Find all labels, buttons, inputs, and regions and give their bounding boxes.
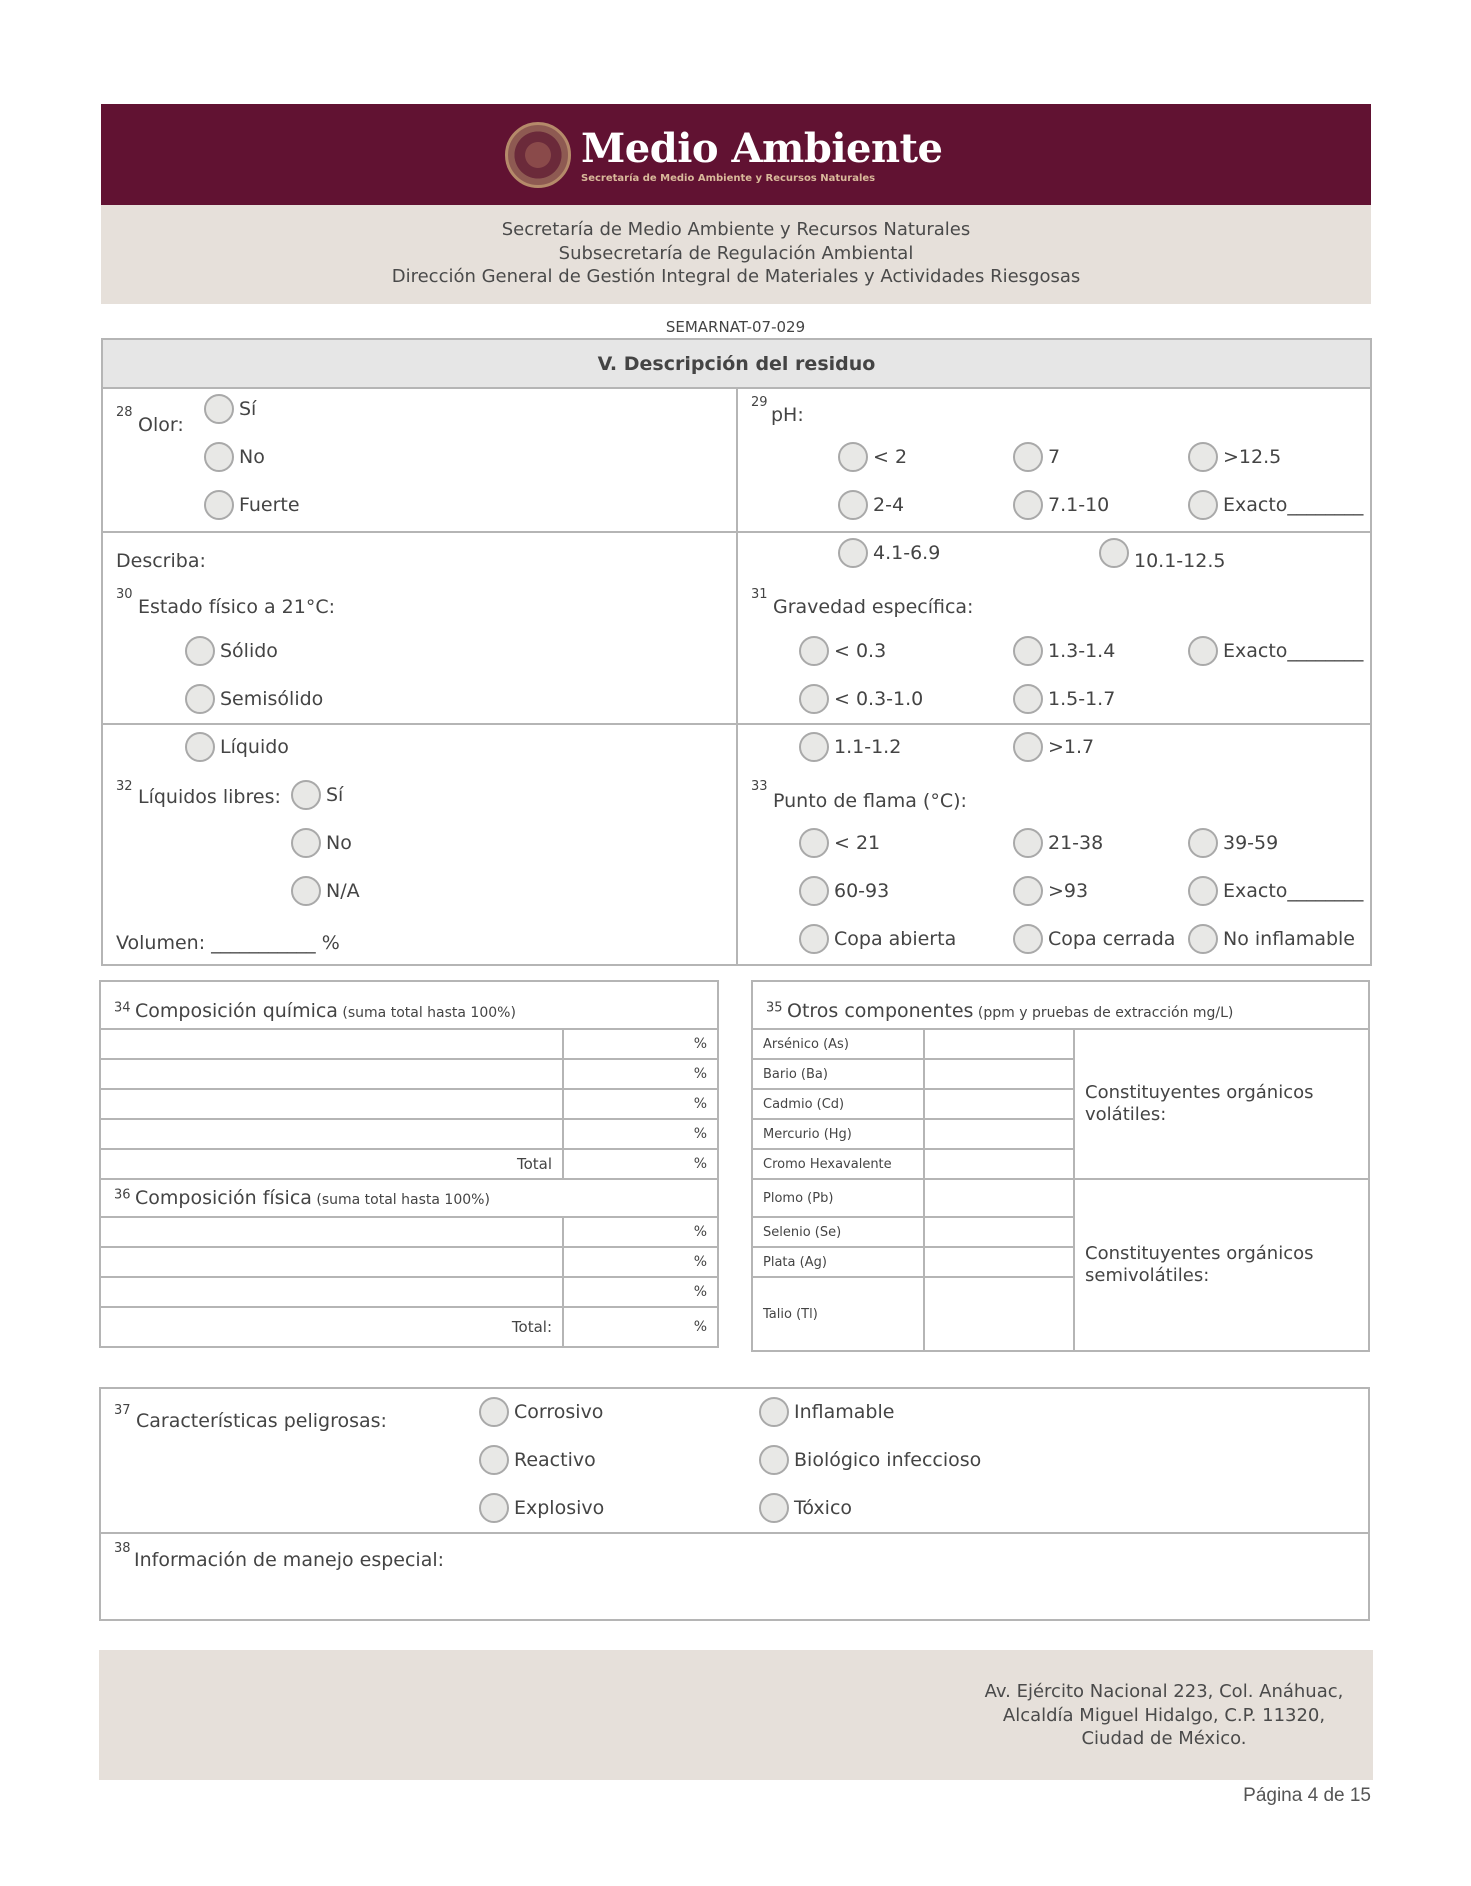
gravity-option[interactable]: >1.7: [1013, 732, 1094, 762]
radio-icon: [1188, 828, 1218, 858]
q35-number: 35: [766, 1000, 783, 1016]
form-code: SEMARNAT-07-029: [665, 318, 806, 336]
radio-icon: [1013, 636, 1043, 666]
q33-number: 33: [751, 779, 768, 794]
table-row: [100, 1059, 718, 1089]
element-label: Arsénico (As): [752, 1029, 924, 1059]
radio-icon: [799, 828, 829, 858]
element-value-input[interactable]: [924, 1029, 1074, 1059]
radio-icon: [838, 538, 868, 568]
radio-icon: [1013, 732, 1043, 762]
element-value-input[interactable]: [924, 1059, 1074, 1089]
page-number: Página 4 de 15: [1243, 1785, 1371, 1806]
brand-name: Medio Ambiente: [581, 124, 943, 172]
chem-name-input[interactable]: [100, 1059, 563, 1089]
radio-icon: [1188, 636, 1218, 666]
gravity-option[interactable]: < 0.3-1.0: [799, 684, 923, 714]
phys-pct-input[interactable]: %: [563, 1217, 718, 1247]
q37-label: Características peligrosas:: [136, 1410, 387, 1432]
radio-icon: [799, 924, 829, 954]
ph-option[interactable]: 2-4: [838, 490, 904, 520]
radio-icon: [1099, 538, 1129, 568]
phys-total-label: Total:: [100, 1307, 563, 1347]
q35-label: Otros componentes: [787, 1000, 974, 1022]
chem-name-input[interactable]: [100, 1089, 563, 1119]
gravity-option-exact[interactable]: Exacto________: [1188, 636, 1363, 666]
table-row: [100, 1217, 718, 1247]
radio-icon: [799, 732, 829, 762]
chem-total-label: Total: [100, 1149, 563, 1179]
q38-label: Información de manejo especial:: [134, 1549, 445, 1571]
q34-number: 34: [114, 1000, 131, 1016]
chem-name-input[interactable]: [100, 1119, 563, 1149]
radio-icon: [291, 876, 321, 906]
element-value-input[interactable]: [924, 1089, 1074, 1119]
radio-icon: [759, 1397, 789, 1427]
q37-number: 37: [114, 1403, 131, 1418]
ph-option[interactable]: < 2: [838, 442, 907, 472]
address-line: Alcaldía Miguel Hidalgo, C.P. 11320,: [1002, 1704, 1326, 1726]
composition-table: [99, 980, 719, 1348]
hazard-section: [99, 1387, 1370, 1621]
chem-pct-input[interactable]: %: [563, 1059, 718, 1089]
element-label: Bario (Ba): [752, 1059, 924, 1089]
address-line: Av. Ejército Nacional 223, Col. Anáhuac,: [984, 1681, 1344, 1702]
flash-option[interactable]: Copa abierta: [799, 924, 956, 954]
radio-icon: [799, 636, 829, 666]
q34-label: Composición química: [135, 1000, 338, 1022]
table-row: [752, 1179, 1369, 1217]
table-row: [752, 1029, 1369, 1059]
gravity-option[interactable]: 1.5-1.7: [1013, 684, 1115, 714]
gravity-option[interactable]: 1.1-1.2: [799, 732, 901, 762]
flash-option[interactable]: Copa cerrada: [1013, 924, 1175, 954]
agency-band: [101, 205, 1371, 304]
radio-icon: [1013, 828, 1043, 858]
radio-icon: [1013, 876, 1043, 906]
logo: [505, 122, 942, 188]
gravity-option[interactable]: 1.3-1.4: [1013, 636, 1115, 666]
phys-pct-input[interactable]: %: [563, 1247, 718, 1277]
radio-icon: [1188, 876, 1218, 906]
radio-icon: [1013, 442, 1043, 472]
table-row: [100, 1029, 718, 1059]
hazard-option[interactable]: Biológico infeccioso: [759, 1445, 981, 1475]
address-line: Ciudad de México.: [1081, 1728, 1247, 1749]
radio-icon: [185, 636, 215, 666]
volume-field[interactable]: Volumen: ___________ %: [116, 932, 340, 954]
radio-icon: [1188, 924, 1218, 954]
radio-icon: [479, 1397, 509, 1427]
flash-option[interactable]: 21-38: [1013, 828, 1103, 858]
q31-number: 31: [751, 587, 768, 602]
state-option[interactable]: Semisólido: [185, 684, 323, 714]
ph-option-exact[interactable]: Exacto________: [1188, 490, 1363, 520]
element-label: Plata (Ag): [752, 1247, 924, 1277]
free-liquids-option[interactable]: N/A: [291, 876, 360, 906]
section-title: V. Descripción del residuo: [103, 340, 1370, 389]
phys-name-input[interactable]: [100, 1217, 563, 1247]
hazard-option[interactable]: Corrosivo: [479, 1397, 603, 1427]
element-label: Cromo Hexavalente: [752, 1149, 924, 1179]
q30-number: 30: [116, 587, 133, 602]
chem-pct-input[interactable]: %: [563, 1119, 718, 1149]
footer-address: [939, 1680, 1389, 1751]
ph-option[interactable]: 4.1-6.9: [838, 538, 940, 568]
hazard-option[interactable]: Explosivo: [479, 1493, 604, 1523]
radio-icon: [204, 394, 234, 424]
phys-name-input[interactable]: [100, 1247, 563, 1277]
element-label: Cadmio (Cd): [752, 1089, 924, 1119]
hazard-option[interactable]: Reactivo: [479, 1445, 596, 1475]
element-value-input[interactable]: [924, 1217, 1074, 1247]
flash-option[interactable]: 60-93: [799, 876, 889, 906]
ph-option[interactable]: 10.1-12.5: [1099, 538, 1225, 572]
state-option[interactable]: Sólido: [185, 636, 278, 666]
flash-option[interactable]: >93: [1013, 876, 1088, 906]
brand-subtitle: Secretaría de Medio Ambiente y Recursos Naturales: [581, 172, 876, 184]
flash-option[interactable]: 39-59: [1188, 828, 1278, 858]
phys-pct-input[interactable]: %: [563, 1277, 718, 1307]
element-label: Selenio (Se): [752, 1217, 924, 1247]
special-handling-input[interactable]: [101, 1579, 1368, 1619]
flash-option[interactable]: No inflamable: [1188, 924, 1355, 954]
ph-option[interactable]: 7: [1013, 442, 1060, 472]
q31-label: Gravedad específica:: [773, 596, 974, 618]
table-row: [100, 1277, 718, 1307]
element-value-input[interactable]: [924, 1179, 1074, 1217]
q32-number: 32: [116, 779, 133, 794]
q28-number: 28: [116, 405, 133, 420]
other-components-table: [751, 980, 1370, 1352]
element-value-input[interactable]: [924, 1277, 1074, 1351]
gravity-option[interactable]: < 0.3: [799, 636, 886, 666]
chem-name-input[interactable]: [100, 1029, 563, 1059]
radio-icon: [479, 1445, 509, 1475]
q36-number: 36: [114, 1187, 131, 1203]
radio-icon: [1013, 924, 1043, 954]
ph-option[interactable]: 7.1-10: [1013, 490, 1109, 520]
radio-icon: [204, 442, 234, 472]
footer-band: [99, 1650, 1373, 1780]
q32-label: Líquidos libres:: [138, 786, 281, 808]
q30-label: Estado físico a 21°C:: [138, 596, 336, 618]
semivolatile-organics-field[interactable]: Constituyentes orgánicos semivolátiles:: [1074, 1179, 1369, 1351]
radio-icon: [1188, 442, 1218, 472]
radio-icon: [759, 1493, 789, 1523]
q28-describe-label: Describa:: [116, 550, 206, 572]
agency-line: Dirección General de Gestión Integral de Materiales y Actividades Riesgosas: [391, 266, 1081, 287]
element-label: Mercurio (Hg): [752, 1119, 924, 1149]
q28-option-fuerte[interactable]: Fuerte: [204, 490, 300, 520]
q28-option-si[interactable]: Sí: [204, 394, 256, 424]
flash-option[interactable]: < 21: [799, 828, 880, 858]
q33-label: Punto de flama (°C):: [773, 790, 967, 812]
radio-icon: [799, 876, 829, 906]
q28-label: Olor:: [138, 414, 184, 436]
radio-icon: [1188, 490, 1218, 520]
section-description: [101, 338, 1372, 966]
q36-label: Composición física: [135, 1187, 312, 1209]
hazard-option[interactable]: Inflamable: [759, 1397, 894, 1427]
radio-icon: [204, 490, 234, 520]
radio-icon: [185, 684, 215, 714]
element-label: Talio (Tl): [752, 1277, 924, 1351]
agency-line: Secretaría de Medio Ambiente y Recursos Naturales: [501, 219, 971, 240]
radio-icon: [1013, 490, 1043, 520]
agency-line: Subsecretaría de Regulación Ambiental: [558, 242, 914, 264]
chem-total-input[interactable]: %: [563, 1149, 718, 1179]
radio-icon: [185, 732, 215, 762]
q29-number: 29: [751, 395, 768, 410]
free-liquids-option[interactable]: No: [291, 828, 352, 858]
element-value-input[interactable]: [924, 1149, 1074, 1179]
radio-icon: [291, 780, 321, 810]
q38-number: 38: [114, 1541, 131, 1556]
table-row: [100, 1119, 718, 1149]
free-liquids-option[interactable]: Sí: [291, 780, 343, 810]
radio-icon: [838, 442, 868, 472]
state-option[interactable]: Líquido: [185, 732, 289, 762]
table-row: [100, 1089, 718, 1119]
table-row: [100, 1247, 718, 1277]
hazard-option[interactable]: Tóxico: [759, 1493, 852, 1523]
flash-option-exact[interactable]: Exacto________: [1188, 876, 1363, 906]
radio-icon: [291, 828, 321, 858]
volatile-organics-field[interactable]: Constituyentes orgánicos volátiles:: [1074, 1029, 1369, 1179]
table-row: [100, 1307, 718, 1347]
table-row: [100, 1149, 718, 1179]
radio-icon: [1013, 684, 1043, 714]
phys-name-input[interactable]: [100, 1277, 563, 1307]
radio-icon: [479, 1493, 509, 1523]
q28-option-no[interactable]: No: [204, 442, 265, 472]
chem-pct-input[interactable]: %: [563, 1089, 718, 1119]
chem-pct-input[interactable]: %: [563, 1029, 718, 1059]
q36-note: (suma total hasta 100%): [316, 1192, 490, 1208]
q35-note: (ppm y pruebas de extracción mg/L): [977, 1005, 1234, 1021]
q29-label: pH:: [771, 404, 804, 426]
radio-icon: [759, 1445, 789, 1475]
element-label: Plomo (Pb): [752, 1179, 924, 1217]
radio-icon: [838, 490, 868, 520]
phys-total-input[interactable]: %: [563, 1307, 718, 1347]
element-value-input[interactable]: [924, 1247, 1074, 1277]
element-value-input[interactable]: [924, 1119, 1074, 1149]
mexico-coat-of-arms-seal-icon: [505, 122, 571, 188]
ph-option[interactable]: >12.5: [1188, 442, 1281, 472]
radio-icon: [799, 684, 829, 714]
q34-note: (suma total hasta 100%): [342, 1005, 516, 1021]
